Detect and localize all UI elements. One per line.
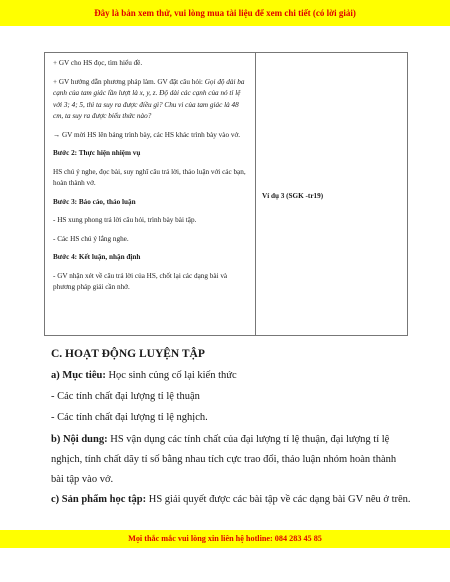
teacher-activity-cell	[45, 53, 256, 336]
product-paragraph	[51, 490, 411, 510]
step1-guidance	[53, 77, 249, 123]
step3-line1: - HS xung phong trả lời câu hỏi, trình bày bài tập.	[53, 216, 197, 224]
step4-text: - GV nhận xét về câu trả lời của HS, chốt lại các dạng bài và phương pháp giải cần nhớ.	[53, 271, 228, 291]
step3-line2: - Các HS chú ý lắng nghe.	[53, 234, 129, 243]
objective-line	[51, 366, 411, 386]
content-cell	[256, 53, 408, 336]
objective-text: Học sinh củng cố lại kiến thức	[105, 370, 237, 381]
guidance-plain: + GV hướng dẫn phương pháp làm. GV đặt câu hỏi:	[53, 77, 205, 86]
objective-item-1: - Các tính chất đại lượng tỉ lệ thuận	[51, 391, 200, 402]
objective-item-2: - Các tính chất đại lượng tỉ lệ nghịch.	[51, 412, 208, 423]
section-c-title: C. HOẠT ĐỘNG LUYỆN TẬP	[51, 348, 205, 360]
content-paragraph	[51, 430, 411, 490]
content-text: HS vận dụng các tính chất của đại lượng tỉ lệ thuận, đại lượng tỉ lệ nghịch, tính chất dãy tỉ số bằng nhau tích cực trao đổi, thảo luận nhóm hoàn thành bài tập vào vở.	[51, 434, 397, 485]
preview-notice-banner: Đây là bản xem thử, vui lòng mua tài liệu để xem chi tiết (có lời giải)	[0, 0, 450, 26]
step2-text: HS chú ý nghe, đọc bài, suy nghĩ câu trả lời, thảo luận với các bạn, hoàn thành vở.	[53, 167, 246, 187]
example-reference: Ví dụ 3 (SGK -tr19)	[262, 192, 324, 200]
lesson-activity-table	[44, 52, 408, 336]
step2-title: Bước 2: Thực hiện nhiệm vụ	[53, 149, 141, 157]
content-label: b) Nội dung:	[51, 434, 108, 445]
hotline-footer-banner: Mọi thắc mắc vui lòng xin liên hệ hotline: 084 283 45 85	[0, 530, 450, 548]
step1-board-work: → GV mời HS lên bảng trình bày, các HS khác trình bày vào vở.	[53, 130, 241, 139]
step4-title: Bước 4: Kết luận, nhận định	[53, 253, 141, 261]
guidance-question: Gọi độ dài ba cạnh của tam giác lần lượt là x, y, z. Độ dài các cạnh của nó tỉ lệ với 3; 4; 5, thì ta suy ra được điều gì? Chu vi của tam giác là 48 cm, ta suy ra được biểu thức nào?	[53, 77, 245, 120]
objective-label: a) Mục tiêu:	[51, 370, 106, 381]
product-text: HS giải quyết được các bài tập về các dạng bài GV nêu ở trên.	[146, 494, 411, 505]
step3-title: Bước 3: Báo cáo, thảo luận	[53, 197, 136, 206]
product-label: c) Sản phẩm học tập:	[51, 494, 147, 505]
step1-read-problem: + GV cho HS đọc, tìm hiểu đề.	[53, 59, 143, 67]
